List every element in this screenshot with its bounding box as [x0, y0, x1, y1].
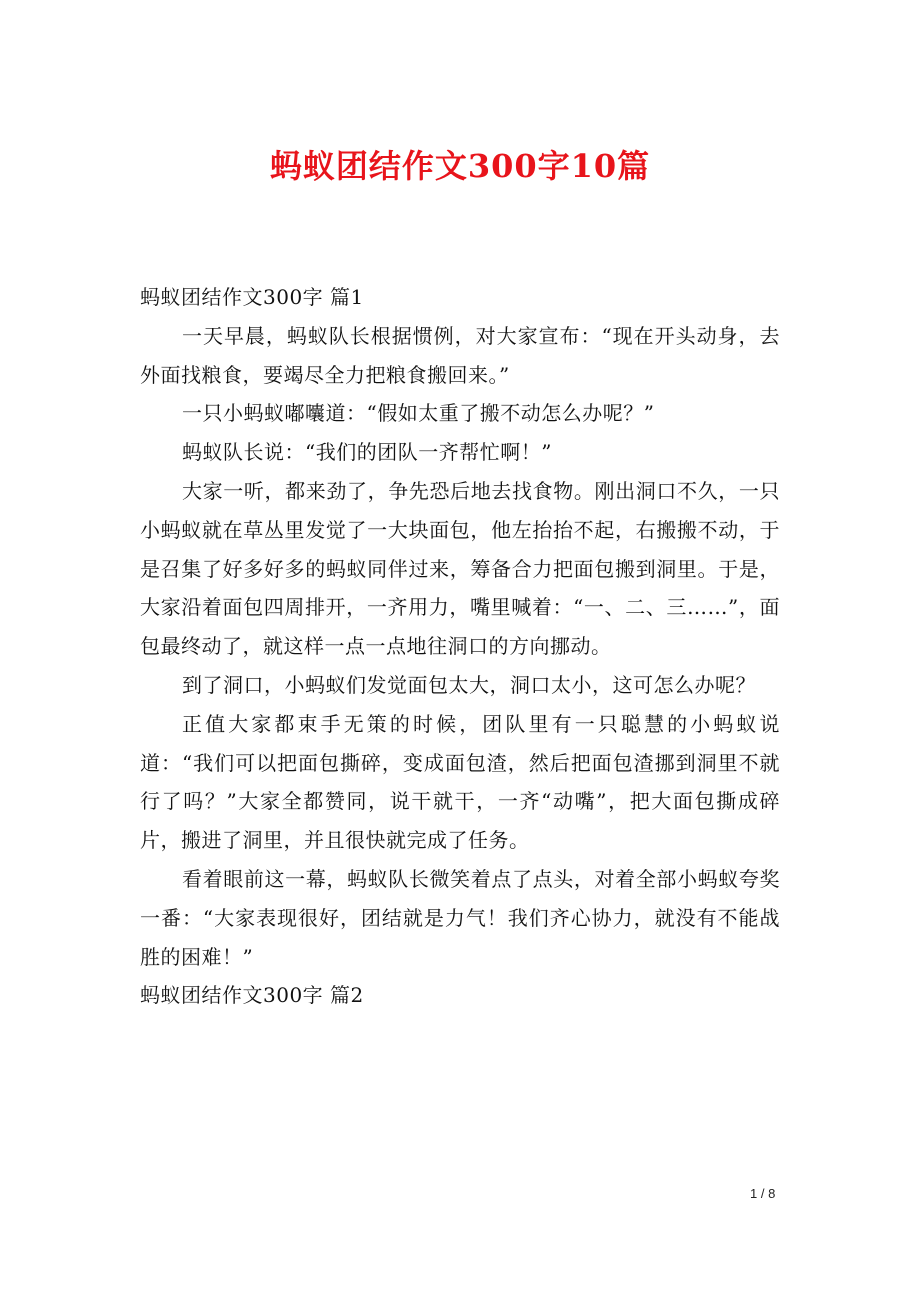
paragraph: 看着眼前这一幕，蚂蚁队长微笑着点了点头，对着全部小蚂蚁夸奖一番：“大家表现很好，团结就是力气！我们齐心协力，就没有不能战胜的困难！”: [140, 866, 780, 969]
paragraph: 正值大家都束手无策的时候，团队里有一只聪慧的小蚂蚁说道：“我们可以把面包撕碎，变成面包渣，然后把面包渣挪到洞里不就行了吗？”大家全都赞同，说干就干，一齐“动嘴”，把大面包撕成碎片，搬进了洞里，并且很快就完成了任务。: [140, 711, 780, 853]
document-body: [140, 278, 780, 1015]
document-title: 蚂蚁团结作文300字10篇: [269, 147, 651, 185]
section-heading: 蚂蚁团结作文300字 篇1: [140, 285, 364, 309]
paragraph: 蚂蚁队长说：“我们的团队一齐帮忙啊！”: [182, 440, 552, 465]
section-heading: 蚂蚁团结作文300字 篇2: [140, 983, 364, 1008]
paragraph: 到了洞口，小蚂蚁们发觉面包太大，洞口太小，这可怎么办呢？: [182, 672, 756, 697]
paragraph: 一只小蚂蚁嘟囔道：“假如太重了搬不动怎么办呢？”: [182, 401, 655, 426]
paragraph: 大家一听，都来劲了，争先恐后地去找食物。刚出洞口不久，一只小蚂蚁就在草丛里发觉了一大块面包，他左抬抬不起，右搬搬不动，于是召集了好多好多的蚂蚁同伴过来，筹备合力把面包搬到洞里。于是，大家沿着面包四周排开，一齐用力，嘴里喊着：“一、二、三……”，面包最终动了，就这样一点一点地往洞口的方向挪动。: [140, 478, 780, 659]
page-number: 1 / 8: [750, 1186, 776, 1201]
paragraph: 一天早晨，蚂蚁队长根据惯例，对大家宣布：“现在开头动身，去外面找粮食，要竭尽全力把粮食搬回来。”: [140, 323, 780, 387]
